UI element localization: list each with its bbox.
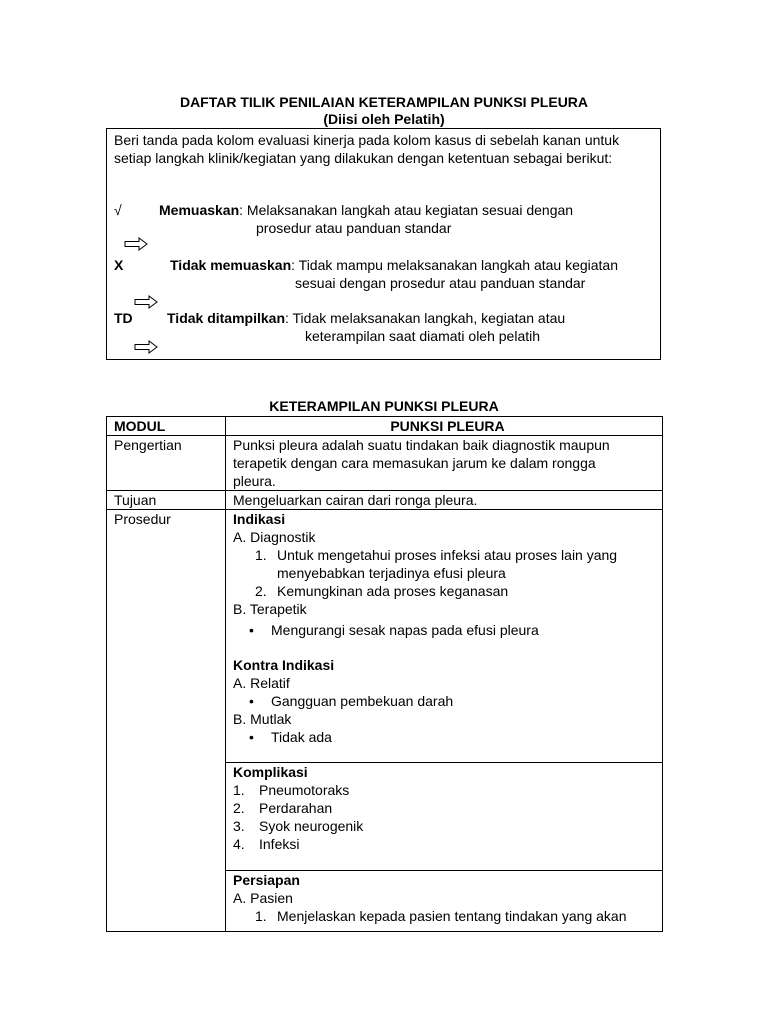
list-item-continuation: menyebabkan terjadinya efusi pleura (277, 565, 506, 581)
col-header-punksi-pleura: PUNKSI PLEURA (226, 417, 663, 436)
outline-right-arrow-icon (134, 340, 158, 354)
legend-line-tidak-ditampilkan (167, 309, 565, 327)
table-row-pengertian (107, 436, 663, 491)
list-item: • Mengurangi sesak napas pada efusi pleura (249, 622, 539, 638)
tujuan-text: Mengeluarkan cairan dari ronga pleura. (226, 491, 663, 510)
desc-tidak-ditampilkan-2: keterampilan saat diamati oleh pelatih (305, 328, 541, 344)
pengertian-cell (226, 436, 663, 491)
bullet-icon: • (249, 693, 254, 709)
pengertian-line: pleura. (233, 473, 276, 489)
desc-tidak-ditampilkan-1: : Tidak melaksanakan langkah, kegiatan atau (285, 310, 566, 326)
legend-line-tidak-memuaskan (170, 256, 618, 274)
outline-right-arrow-icon (134, 295, 158, 309)
persiapan-cell (226, 871, 663, 932)
row-label-tujuan: Tujuan (107, 491, 226, 510)
term-tidak-ditampilkan: Tidak ditampilkan (167, 310, 285, 326)
legend-line-memuaskan (159, 201, 573, 219)
table-row-prosedur-indikasi (107, 510, 663, 763)
table-header-row (107, 417, 663, 436)
desc-memuaskan-2: prosedur atau panduan standar (256, 220, 452, 236)
skills-table (106, 416, 663, 932)
persiapan-heading: Persiapan (233, 872, 300, 888)
pengertian-line: terapetik dengan cara memasukan jarum ke dalam rongga (233, 455, 596, 471)
col-header-modul: MODUL (107, 417, 226, 436)
indikasi-cell (226, 510, 663, 763)
persiapan-a-label: A. Pasien (233, 890, 293, 906)
list-item: 1. Menjelaskan kepada pasien tentang tindakan yang akan (255, 908, 627, 924)
legend-intro: Beri tanda pada kolom evaluasi kinerja pada kolom kasus di sebelah kanan untuk setiap langkah klinik/kegiatan yang dilakukan dengan ketentuan sebagai berikut: (114, 132, 620, 166)
list-item: 3. Syok neurogenik (233, 818, 364, 834)
outline-right-arrow-icon (124, 237, 148, 251)
kontra-heading: Kontra Indikasi (233, 657, 335, 673)
list-item: 2. Kemungkinan ada proses keganasan (255, 583, 509, 599)
kontra-b-label: B. Mutlak (233, 711, 292, 727)
indikasi-heading: Indikasi (233, 511, 286, 527)
list-item: 2. Perdarahan (233, 800, 333, 816)
list-item: • Tidak ada (249, 729, 332, 745)
desc-tidak-memuaskan-1: : Tidak mampu melaksanakan langkah atau kegiatan (291, 257, 619, 273)
check-symbol: √ (114, 202, 122, 218)
table-row-tujuan (107, 491, 663, 510)
row-label-prosedur: Prosedur (107, 510, 226, 932)
list-item: 1. Untuk mengetahui proses infeksi atau proses lain yang (255, 547, 618, 563)
bullet-icon: • (249, 622, 254, 638)
x-symbol: X (114, 257, 124, 273)
kontra-a-label: A. Relatif (233, 675, 290, 691)
legend-box (106, 128, 661, 360)
row-label-pengertian: Pengertian (107, 436, 226, 491)
bullet-icon: • (249, 729, 254, 745)
list-item: 4. Infeksi (233, 836, 300, 852)
desc-memuaskan-1: : Melaksanakan langkah atau kegiatan sesuai dengan (239, 202, 574, 218)
td-symbol: TD (114, 310, 133, 326)
term-memuaskan: Memuaskan (159, 202, 240, 218)
desc-tidak-memuaskan-2: sesuai dengan prosedur atau panduan standar (295, 275, 586, 291)
komplikasi-heading: Komplikasi (233, 764, 308, 780)
indikasi-b-label: B. Terapetik (233, 601, 307, 617)
list-item: • Gangguan pembekuan darah (249, 693, 454, 709)
indikasi-a-label: A. Diagnostik (233, 529, 316, 545)
pengertian-line: Punksi pleura adalah suatu tindakan baik diagnostik maupun (233, 437, 610, 453)
document-subtitle: (Diisi oleh Pelatih) (323, 111, 445, 127)
document-title: DAFTAR TILIK PENILAIAN KETERAMPILAN PUNKSI PLEURA (179, 94, 589, 110)
komplikasi-cell (226, 763, 663, 871)
term-tidak-memuaskan: Tidak memuaskan (170, 257, 292, 273)
list-item: 1. Pneumotoraks (233, 782, 350, 798)
section-title: KETERAMPILAN PUNKSI PLEURA (269, 398, 499, 414)
